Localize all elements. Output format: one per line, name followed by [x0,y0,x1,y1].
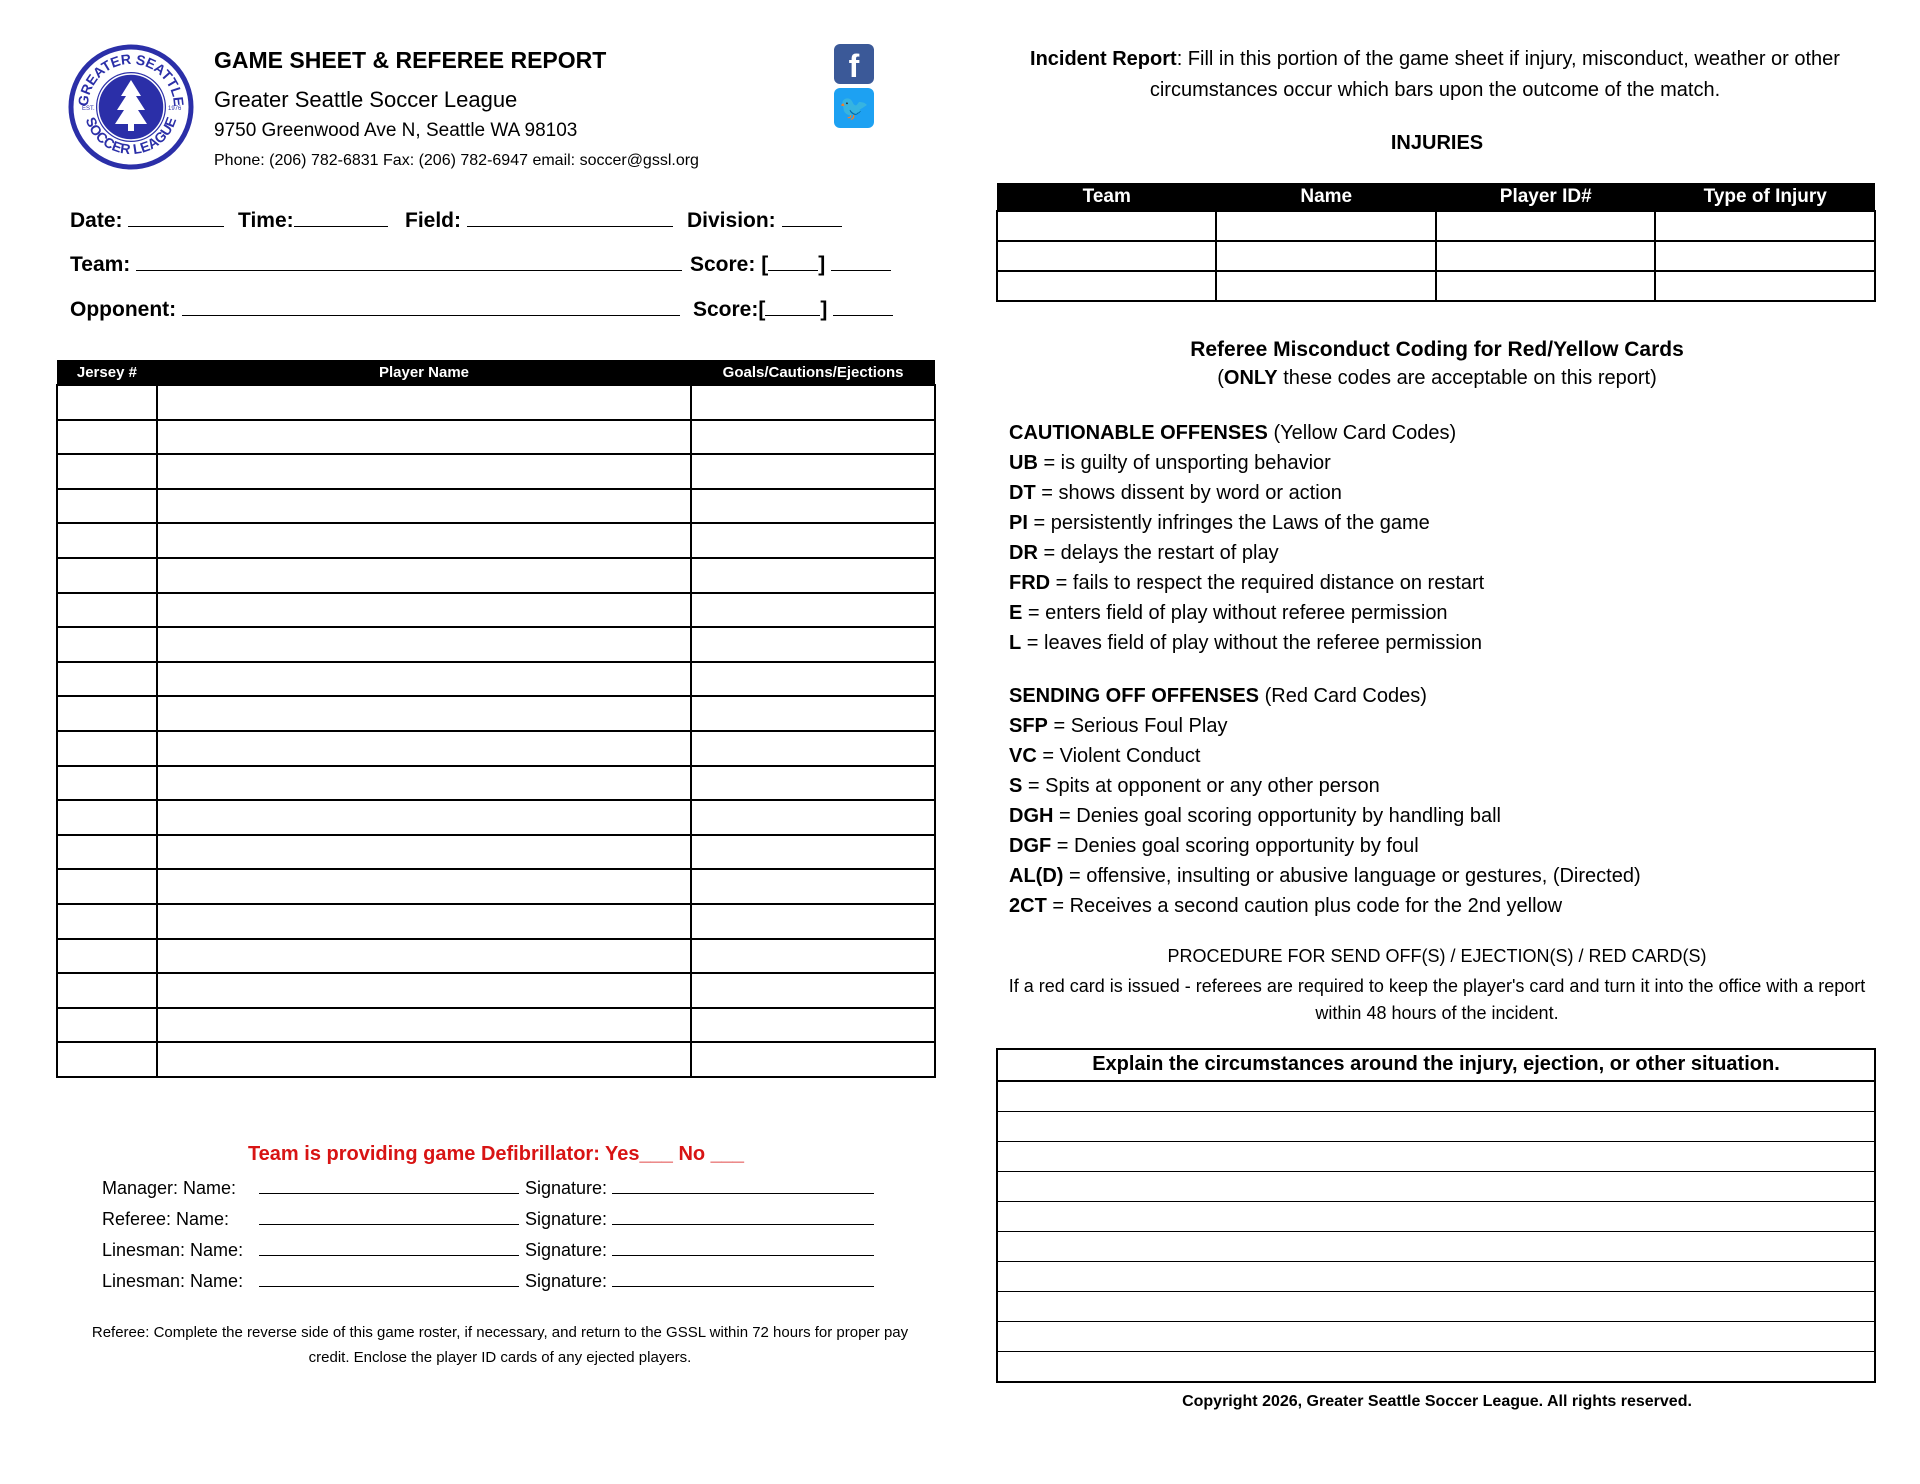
table-row [57,1042,935,1077]
offense-code-item [1009,628,1484,658]
roster-table [56,360,936,1078]
code: UB [1009,452,1038,474]
goals-cell[interactable] [691,454,935,489]
twitter-glyph: 🐦 [839,94,869,122]
player-name-cell[interactable] [157,835,691,870]
sending-off-offenses [1009,681,1641,921]
goals-cell[interactable] [691,385,935,420]
team-cell[interactable] [997,241,1216,271]
org-contact: Phone: (206) 782-6831 Fax: (206) 782-6947 email: soccer@gssl.org [214,152,699,169]
goals-cell[interactable] [691,662,935,697]
score-bracket: ] [820,298,828,321]
jersey-cell[interactable] [57,662,157,697]
cautionable-heading: CAUTIONABLE OFFENSES [1009,422,1268,444]
logo-est: EST. [82,106,95,112]
player-id-cell[interactable] [1436,211,1656,241]
jersey-cell[interactable] [57,593,157,628]
player-name-cell[interactable] [157,800,691,835]
signature-label: Signature: [525,1178,608,1198]
team-score-field[interactable] [690,250,891,277]
jersey-cell[interactable] [57,558,157,593]
signature-label: Signature: [525,1209,608,1229]
table-row [57,939,935,974]
explain-line[interactable] [998,1112,1874,1142]
jersey-cell[interactable] [57,523,157,558]
score-label: Score: [ [690,253,769,276]
table-row [57,523,935,558]
name-cell[interactable] [1216,211,1435,241]
table-row [997,241,1875,271]
explain-line[interactable] [998,1082,1874,1112]
signature-label: Signature: [525,1271,608,1291]
copyright: Copyright 2026, Greater Seattle Soccer League. All rights reserved. [1182,1393,1692,1410]
jersey-cell[interactable] [57,731,157,766]
injuries-header-name: Name [1216,183,1435,211]
signature-row [102,1176,874,1199]
player-name-cell[interactable] [157,420,691,455]
division-label: Division: [687,209,776,232]
goals-cell[interactable] [691,869,935,904]
code-description: = Spits at opponent or any other person [1022,775,1380,797]
explain-line[interactable] [998,1292,1874,1322]
table-row [57,558,935,593]
table-row [57,731,935,766]
table-row [57,766,935,801]
table-row [57,385,935,420]
jersey-cell[interactable] [57,904,157,939]
jersey-cell[interactable] [57,869,157,904]
goals-cell[interactable] [691,1042,935,1077]
table-row [57,627,935,662]
goals-cell[interactable] [691,1008,935,1043]
code-description: = Receives a second caution plus code for the 2nd yellow [1046,895,1563,917]
explain-line[interactable] [998,1262,1874,1292]
offense-code-item [1009,891,1641,921]
jersey-cell[interactable] [57,800,157,835]
injuries-header-type: Type of Injury [1655,183,1875,211]
injuries-table [996,183,1876,302]
subtitle-rest: these codes are acceptable on this report) [1277,367,1657,389]
jersey-cell[interactable] [57,454,157,489]
misconduct-subtitle [1000,367,1874,390]
offense-code-item [1009,711,1641,741]
jersey-cell[interactable] [57,973,157,1008]
opponent-label: Opponent: [70,298,177,321]
explain-title: Explain the circumstances around the injury, ejection, or other situation. [998,1050,1874,1082]
goals-cell[interactable] [691,627,935,662]
table-row [57,973,935,1008]
offense-code-item [1009,508,1484,538]
table-row [997,271,1875,301]
jersey-cell[interactable] [57,420,157,455]
jersey-cell[interactable] [57,835,157,870]
injuries-header-id: Player ID# [1436,183,1656,211]
jersey-cell[interactable] [57,939,157,974]
code-description: = Denies goal scoring opportunity by handling ball [1053,805,1501,827]
role-label: Referee: Name: [102,1209,230,1229]
code-description: = Violent Conduct [1036,745,1201,767]
offense-code-item [1009,598,1484,628]
explain-line[interactable] [998,1202,1874,1232]
misconduct-title: Referee Misconduct Coding for Red/Yellow Cards [1190,338,1684,361]
logo-text-top: GREATER SEATTLE [74,50,188,108]
score-label: Score:[ [693,298,766,321]
role-label: Linesman: Name: [102,1271,244,1291]
code: FRD [1009,572,1051,594]
role-label: Linesman: Name: [102,1240,244,1260]
code: PI [1009,512,1028,534]
date-label: Date: [70,209,123,232]
signature-line[interactable] [612,1176,874,1194]
offense-code-item [1009,741,1641,771]
team-cell[interactable] [997,211,1216,241]
code: DGF [1009,835,1052,857]
explain-line[interactable] [998,1322,1874,1352]
incident-label: Incident Report [1030,48,1177,70]
team-field[interactable] [70,250,682,277]
goals-cell[interactable] [691,731,935,766]
cautionable-offenses [1009,418,1484,658]
player-name-cell[interactable] [157,558,691,593]
jersey-cell[interactable] [57,1042,157,1077]
code: DT [1009,482,1036,504]
player-name-cell[interactable] [157,1008,691,1043]
code-description: = Serious Foul Play [1047,715,1228,737]
code: 2CT [1009,895,1047,917]
offense-code-item [1009,801,1641,831]
player-name-cell[interactable] [157,489,691,524]
signature-label: Signature: [525,1240,608,1260]
table-row [57,1008,935,1043]
player-id-cell[interactable] [1436,241,1656,271]
table-row [997,211,1875,241]
player-name-cell[interactable] [157,1042,691,1077]
goals-cell[interactable] [691,939,935,974]
explain-box [996,1048,1876,1383]
goals-cell[interactable] [691,696,935,731]
goals-cell[interactable] [691,593,935,628]
logo-year: 1976 [168,106,182,112]
signature-row [102,1207,874,1230]
code: AL(D) [1009,865,1064,887]
code-description: = fails to respect the required distance on restart [1050,572,1485,594]
goals-cell[interactable] [691,973,935,1008]
offense-code-item [1009,478,1484,508]
sending-off-heading: SENDING OFF OFFENSES [1009,685,1260,707]
table-row [57,835,935,870]
name-line[interactable] [259,1176,519,1194]
jersey-cell[interactable] [57,489,157,524]
cautionable-heading-rest: (Yellow Card Codes) [1267,422,1457,444]
field-field[interactable] [405,206,673,233]
table-row [57,904,935,939]
offense-code-item [1009,568,1484,598]
date-field[interactable] [70,206,224,233]
injuries-header-team: Team [997,183,1216,211]
code: DR [1009,542,1038,564]
offense-code-item [1009,448,1484,478]
opponent-score-field[interactable] [693,295,893,322]
offense-code-item [1009,831,1641,861]
subtitle-only: ONLY [1223,367,1278,389]
injury-type-cell[interactable] [1655,271,1875,301]
code-description: = offensive, insulting or abusive language or gestures, (Directed) [1063,865,1641,887]
explain-line[interactable] [998,1172,1874,1202]
player-name-cell[interactable] [157,973,691,1008]
org-address: 9750 Greenwood Ave N, Seattle WA 98103 [214,120,578,141]
goals-cell[interactable] [691,523,935,558]
table-row [57,420,935,455]
code: L [1009,632,1022,654]
facebook-glyph: f [848,48,860,84]
jersey-cell[interactable] [57,385,157,420]
code: S [1009,775,1023,797]
player-name-cell[interactable] [157,904,691,939]
procedure-text: If a red card is issued - referees are required to keep the player's card and turn it into the office with a report within 48 hours of the incident. [1008,976,1866,1023]
goals-cell[interactable] [691,800,935,835]
name-line[interactable] [259,1207,519,1225]
table-row [57,696,935,731]
role-label: Manager: Name: [102,1178,237,1198]
roster-header-jersey: Jersey # [57,360,157,385]
goals-cell[interactable] [691,489,935,524]
division-field[interactable] [687,206,842,233]
defibrillator-question: Team is providing game Defibrillator: Yes___ No ___ [247,1143,745,1165]
score-bracket: ] [818,253,826,276]
time-field[interactable] [238,206,388,233]
explain-line[interactable] [998,1142,1874,1172]
procedure-title: PROCEDURE FOR SEND OFF(S) / EJECTION(S) / RED CARD(S) [1167,946,1707,966]
name-cell[interactable] [1216,241,1435,271]
table-row [57,489,935,524]
facebook-icon[interactable] [834,44,874,84]
player-name-cell[interactable] [157,662,691,697]
player-id-cell[interactable] [1436,271,1656,301]
roster-header-goals: Goals/Cautions/Ejections [691,360,935,385]
name-cell[interactable] [1216,271,1435,301]
field-label: Field: [405,209,461,232]
player-name-cell[interactable] [157,731,691,766]
table-row [57,800,935,835]
subtitle-open: ( [1217,367,1224,389]
offense-code-item [1009,771,1641,801]
code-description: = persistently infringes the Laws of the game [1027,512,1430,534]
incident-text: : Fill in this portion of the game sheet if injury, misconduct, weather or other circumstances occur which bars upon the outcome of the match. [1149,48,1840,101]
code-description: = Denies goal scoring opportunity by foul [1051,835,1419,857]
code: DGH [1009,805,1054,827]
signature-row [102,1238,874,1261]
player-name-cell[interactable] [157,627,691,662]
explain-line[interactable] [998,1232,1874,1262]
league-logo [68,44,194,170]
twitter-icon[interactable] [834,88,874,128]
referee-note: Referee: Complete the reverse side of this game roster, if necessary, and return to the GSSL within 72 hours for proper pay credit. Enclose the player ID cards of any ejected players. [91,1324,909,1366]
code: VC [1009,745,1037,767]
player-name-cell[interactable] [157,766,691,801]
code: SFP [1009,715,1048,737]
player-name-cell[interactable] [157,593,691,628]
offense-code-item [1009,538,1484,568]
signature-line[interactable] [612,1207,874,1225]
sending-off-heading-rest: (Red Card Codes) [1259,685,1427,707]
goals-cell[interactable] [691,835,935,870]
player-name-cell[interactable] [157,869,691,904]
incident-report-intro [1010,44,1860,106]
player-name-cell[interactable] [157,939,691,974]
team-cell[interactable] [997,271,1216,301]
code-description: = enters field of play without referee permission [1022,602,1448,624]
logo-text-bottom: SOCCER LEAGUE [82,114,180,158]
code: E [1009,602,1023,624]
code-description: = is guilty of unsporting behavior [1037,452,1331,474]
player-name-cell[interactable] [157,523,691,558]
goals-cell[interactable] [691,420,935,455]
goals-cell[interactable] [691,558,935,593]
injury-type-cell[interactable] [1655,211,1875,241]
opponent-field[interactable] [70,295,680,322]
code-description: = delays the restart of play [1037,542,1279,564]
goals-cell[interactable] [691,766,935,801]
table-row [57,662,935,697]
signature-line[interactable] [612,1238,874,1256]
name-line[interactable] [259,1269,519,1287]
signature-line[interactable] [612,1269,874,1287]
player-name-cell[interactable] [157,385,691,420]
roster-header-player: Player Name [157,360,691,385]
player-name-cell[interactable] [157,696,691,731]
offense-code-item [1009,861,1641,891]
time-label: Time: [238,209,294,232]
goals-cell[interactable] [691,904,935,939]
page-title: GAME SHEET & REFEREE REPORT [214,47,607,73]
org-name: Greater Seattle Soccer League [214,87,518,112]
player-name-cell[interactable] [157,454,691,489]
signature-row [102,1269,874,1292]
explain-line[interactable] [998,1352,1874,1381]
injury-type-cell[interactable] [1655,241,1875,271]
injuries-title: INJURIES [1390,132,1484,154]
jersey-cell[interactable] [57,1008,157,1043]
jersey-cell[interactable] [57,766,157,801]
name-line[interactable] [259,1238,519,1256]
table-row [57,454,935,489]
code-description: = leaves field of play without the referee permission [1021,632,1483,654]
table-row [57,593,935,628]
table-row [57,869,935,904]
team-label: Team: [70,253,131,276]
jersey-cell[interactable] [57,696,157,731]
jersey-cell[interactable] [57,627,157,662]
code-description: = shows dissent by word or action [1035,482,1342,504]
